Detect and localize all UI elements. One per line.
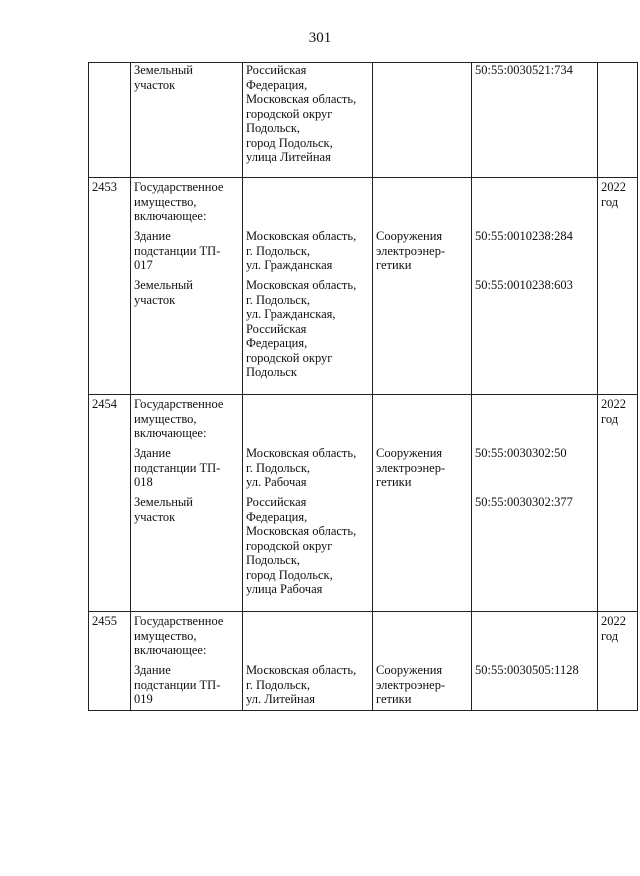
object-name: Земельный участок	[134, 278, 193, 307]
cell-cadastral	[472, 395, 598, 612]
table-row-entry	[89, 612, 638, 711]
entry-year: 2022 год	[601, 614, 626, 643]
cadastral-number: 50:55:0030302:50	[475, 446, 567, 460]
cell-cadastral	[472, 63, 598, 178]
object-address: Российская Федерация, Московская область, городской округ Подольск, город Подольск, улица Рабочая	[246, 495, 357, 596]
table-row-entry	[89, 395, 638, 612]
entry-group-label: Государственное имущество, включающее:	[134, 397, 224, 440]
object-type: Сооружения электроэнер- гетики	[376, 229, 446, 272]
entry-number: 2455	[92, 614, 117, 628]
entry-group-label: Государственное имущество, включающее:	[134, 180, 224, 223]
object-address: Московская область, г. Подольск, ул. Гражданская, Российская Федерация, городской округ Подольск	[246, 278, 357, 379]
cell-year	[598, 63, 638, 178]
object-name: Земельный участок	[134, 63, 193, 92]
entry-number: 2453	[92, 180, 117, 194]
cell-num	[89, 178, 131, 395]
cadastral-number: 50:55:0030521:734	[475, 63, 573, 77]
cell-type	[373, 63, 472, 178]
cadastral-number: 50:55:0030505:1128	[475, 663, 579, 677]
cell-type	[373, 395, 472, 612]
object-name: Здание подстанции ТП- 019	[134, 663, 221, 706]
object-name: Земельный участок	[134, 495, 193, 524]
table-row-entry	[89, 178, 638, 395]
cell-year	[598, 612, 638, 711]
cell-name	[131, 395, 243, 612]
cadastral-number: 50:55:0010238:284	[475, 229, 573, 243]
object-address: Российская Федерация, Московская область, городской округ Подольск, город Подольск, улица Литейная	[246, 63, 357, 164]
cadastral-number: 50:55:0030302:377	[475, 495, 573, 509]
cell-name	[131, 178, 243, 395]
table-row-continuation	[89, 63, 638, 178]
cell-num	[89, 63, 131, 178]
cell-address	[243, 612, 373, 711]
object-address: Московская область, г. Подольск, ул. Литейная	[246, 663, 357, 706]
cell-num	[89, 612, 131, 711]
object-address: Московская область, г. Подольск, ул. Гражданская	[246, 229, 357, 272]
entry-number: 2454	[92, 397, 117, 411]
object-type: Сооружения электроэнер- гетики	[376, 446, 446, 489]
object-address: Московская область, г. Подольск, ул. Рабочая	[246, 446, 357, 489]
cell-type	[373, 612, 472, 711]
cell-cadastral	[472, 178, 598, 395]
entry-group-label: Государственное имущество, включающее:	[134, 614, 224, 657]
cell-address	[243, 395, 373, 612]
cell-address	[243, 63, 373, 178]
object-type: Сооружения электроэнер- гетики	[376, 663, 446, 706]
object-name: Здание подстанции ТП- 017	[134, 229, 221, 272]
object-name: Здание подстанции ТП- 018	[134, 446, 221, 489]
entry-year: 2022 год	[601, 397, 626, 426]
page-number: 301	[308, 30, 332, 46]
cell-type	[373, 178, 472, 395]
cell-cadastral	[472, 612, 598, 711]
cell-num	[89, 395, 131, 612]
property-register-table	[88, 62, 638, 711]
cell-name	[131, 63, 243, 178]
cell-address	[243, 178, 373, 395]
cell-year	[598, 178, 638, 395]
cell-name	[131, 612, 243, 711]
entry-year: 2022 год	[601, 180, 626, 209]
cell-year	[598, 395, 638, 612]
cadastral-number: 50:55:0010238:603	[475, 278, 573, 292]
